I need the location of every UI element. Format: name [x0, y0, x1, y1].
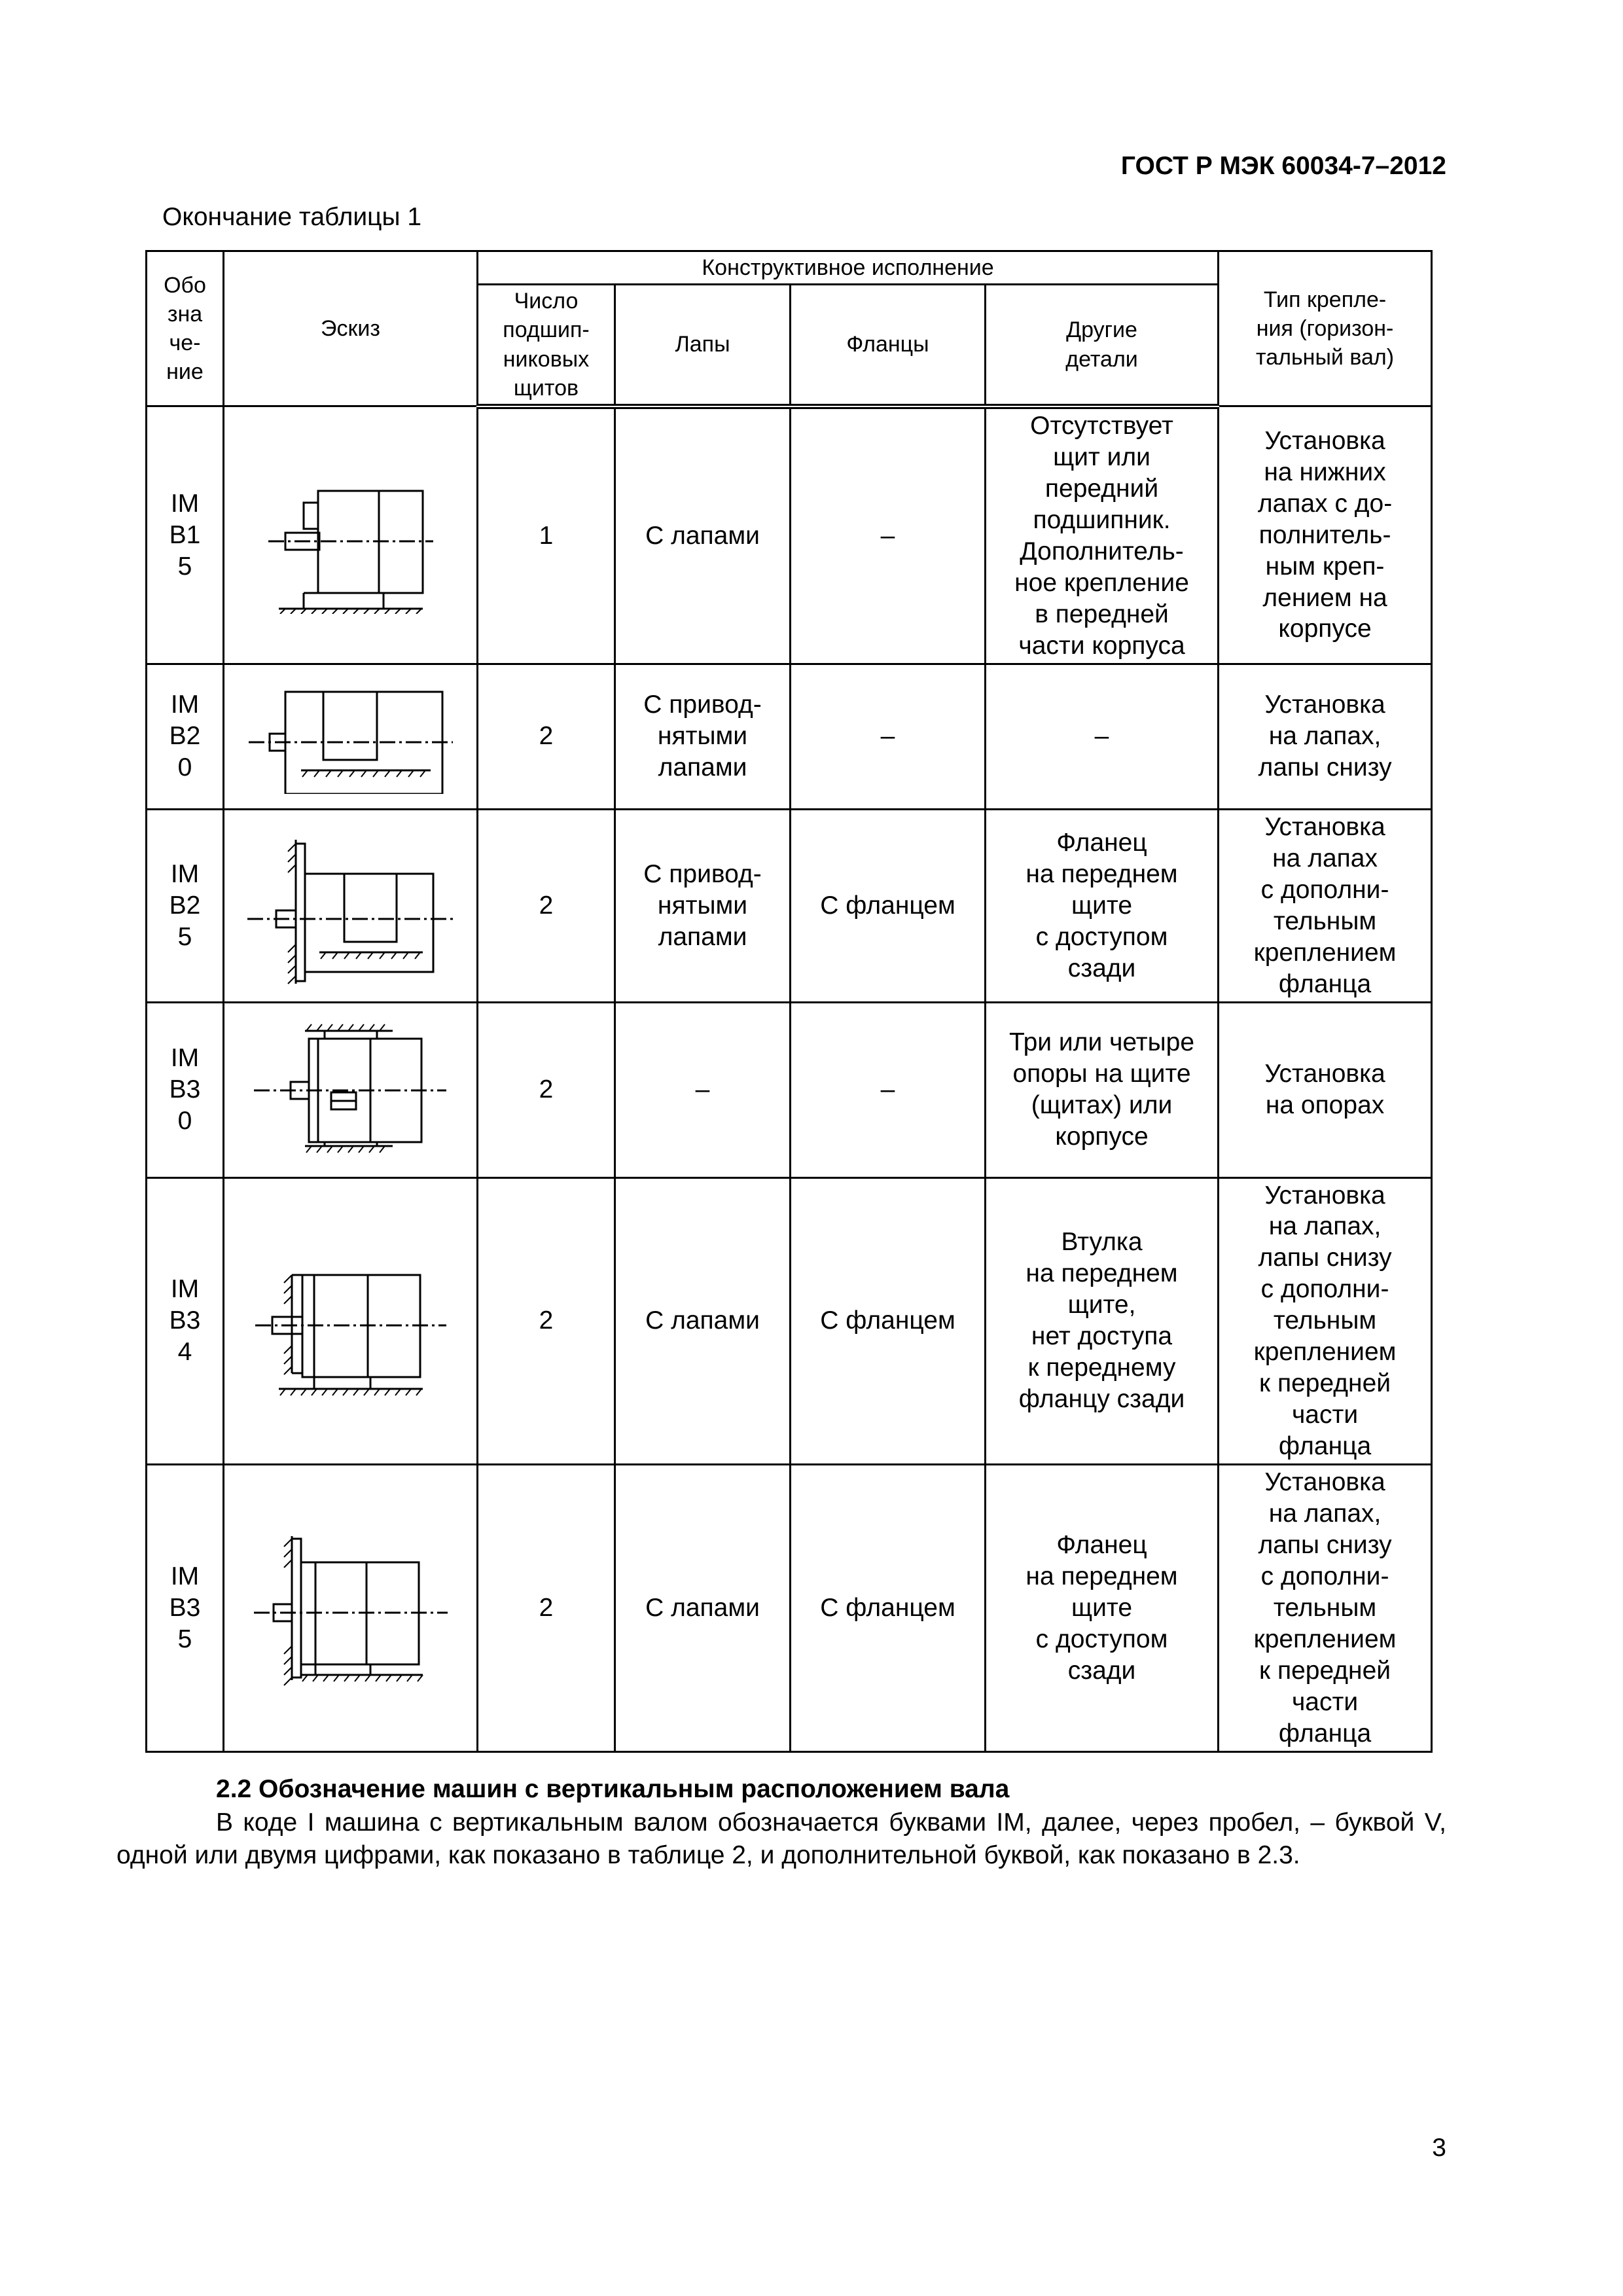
- sketch-cell: [224, 664, 478, 809]
- motor-b15-sketch-icon: [266, 457, 436, 614]
- shields-cell: 1: [478, 406, 615, 664]
- feet-cell: С лапами: [615, 406, 791, 664]
- page-number: 3: [1432, 2134, 1446, 2162]
- shields-cell: 2: [478, 809, 615, 1002]
- other-parts-cell: Отсутствует щит или передний подшипник. Дополнитель- ное крепление в передней части корпуса: [986, 406, 1219, 664]
- motor-b20-sketch-icon: [246, 679, 455, 794]
- feet-cell: С привод- нятыми лапами: [615, 809, 791, 1002]
- motor-b34-sketch-icon: [253, 1242, 449, 1399]
- mount-type-cell: Установка на лапах, лапы снизу: [1219, 664, 1432, 809]
- header-shields: Число подшип- никовых щитов: [478, 285, 615, 406]
- shields-cell: 2: [478, 1177, 615, 1465]
- designation-cell: IM B3 5: [147, 1465, 224, 1752]
- other-parts-cell: Фланец на переднем щите с доступом сзади: [986, 1465, 1219, 1752]
- other-parts-cell: –: [986, 664, 1219, 809]
- feet-cell: С лапами: [615, 1465, 791, 1752]
- table-row: [147, 664, 1432, 809]
- mount-type-cell: Установка на опорах: [1219, 1002, 1432, 1177]
- mount-type-cell: Установка на лапах, лапы снизу с дополни- тельным креплением к передней части фланца: [1219, 1177, 1432, 1465]
- sketch-cell: [224, 809, 478, 1002]
- other-parts-cell: Втулка на переднем щите, нет доступа к переднему фланцу сзади: [986, 1177, 1219, 1465]
- sketch-cell: [224, 1177, 478, 1465]
- header-design-group: Конструктивное исполнение: [478, 251, 1219, 285]
- motor-b25-sketch-icon: [246, 824, 455, 988]
- motor-b30-sketch-icon: [253, 1018, 449, 1162]
- designation-cell: IM B3 0: [147, 1002, 224, 1177]
- sketch-cell: [224, 406, 478, 664]
- other-parts-cell: Фланец на переднем щите с доступом сзади: [986, 809, 1219, 1002]
- header-sketch: Эскиз: [224, 251, 478, 406]
- shields-cell: 2: [478, 1465, 615, 1752]
- document-standard-header: ГОСТ Р МЭК 60034-7–2012: [1120, 152, 1446, 180]
- flanges-cell: С фланцем: [791, 1465, 986, 1752]
- mount-type-cell: Установка на лапах, лапы снизу с дополни- тельным креплением к передней части фланца: [1219, 1465, 1432, 1752]
- flanges-cell: –: [791, 664, 986, 809]
- header-mount-type: Тип крепле- ния (горизон- тальный вал): [1219, 251, 1432, 406]
- header-designation: Обо зна че- ние: [147, 251, 224, 406]
- other-parts-cell: Три или четыре опоры на щите (щитах) или корпусе: [986, 1002, 1219, 1177]
- sketch-cell: [224, 1002, 478, 1177]
- flanges-cell: –: [791, 1002, 986, 1177]
- feet-cell: –: [615, 1002, 791, 1177]
- table-row: [147, 406, 1432, 664]
- header-other-parts: Другие детали: [986, 285, 1219, 406]
- table-row: [147, 809, 1432, 1002]
- flanges-cell: –: [791, 406, 986, 664]
- feet-cell: С лапами: [615, 1177, 791, 1465]
- shields-cell: 2: [478, 664, 615, 809]
- table-row: [147, 1465, 1432, 1752]
- mounting-table: [145, 250, 1433, 1753]
- section-paragraph: В коде I машина с вертикальным валом обозначается буквами IM, далее, через пробел, – буквой V, одной или двумя цифрами, как показано в таблице 2, и дополнительной буквой, как показано в 2.3.: [116, 1808, 1446, 1869]
- table-row: [147, 1177, 1432, 1465]
- table-caption: Окончание таблицы 1: [162, 203, 422, 231]
- designation-cell: IM B2 0: [147, 664, 224, 809]
- designation-cell: IM B3 4: [147, 1177, 224, 1465]
- flanges-cell: С фланцем: [791, 1177, 986, 1465]
- designation-cell: IM B1 5: [147, 406, 224, 664]
- mount-type-cell: Установка на нижних лапах с до- полнитель- ным креп- лением на корпусе: [1219, 406, 1432, 664]
- mount-type-cell: Установка на лапах с дополни- тельным креплением фланца: [1219, 809, 1432, 1002]
- motor-b35-sketch-icon: [253, 1523, 449, 1693]
- flanges-cell: С фланцем: [791, 809, 986, 1002]
- shields-cell: 2: [478, 1002, 615, 1177]
- designation-cell: IM B2 5: [147, 809, 224, 1002]
- sketch-cell: [224, 1465, 478, 1752]
- header-feet: Лапы: [615, 285, 791, 406]
- section-heading: 2.2 Обозначение машин с вертикальным расположением вала: [216, 1775, 1010, 1803]
- header-flanges: Фланцы: [791, 285, 986, 406]
- table-row: [147, 1002, 1432, 1177]
- feet-cell: С привод- нятыми лапами: [615, 664, 791, 809]
